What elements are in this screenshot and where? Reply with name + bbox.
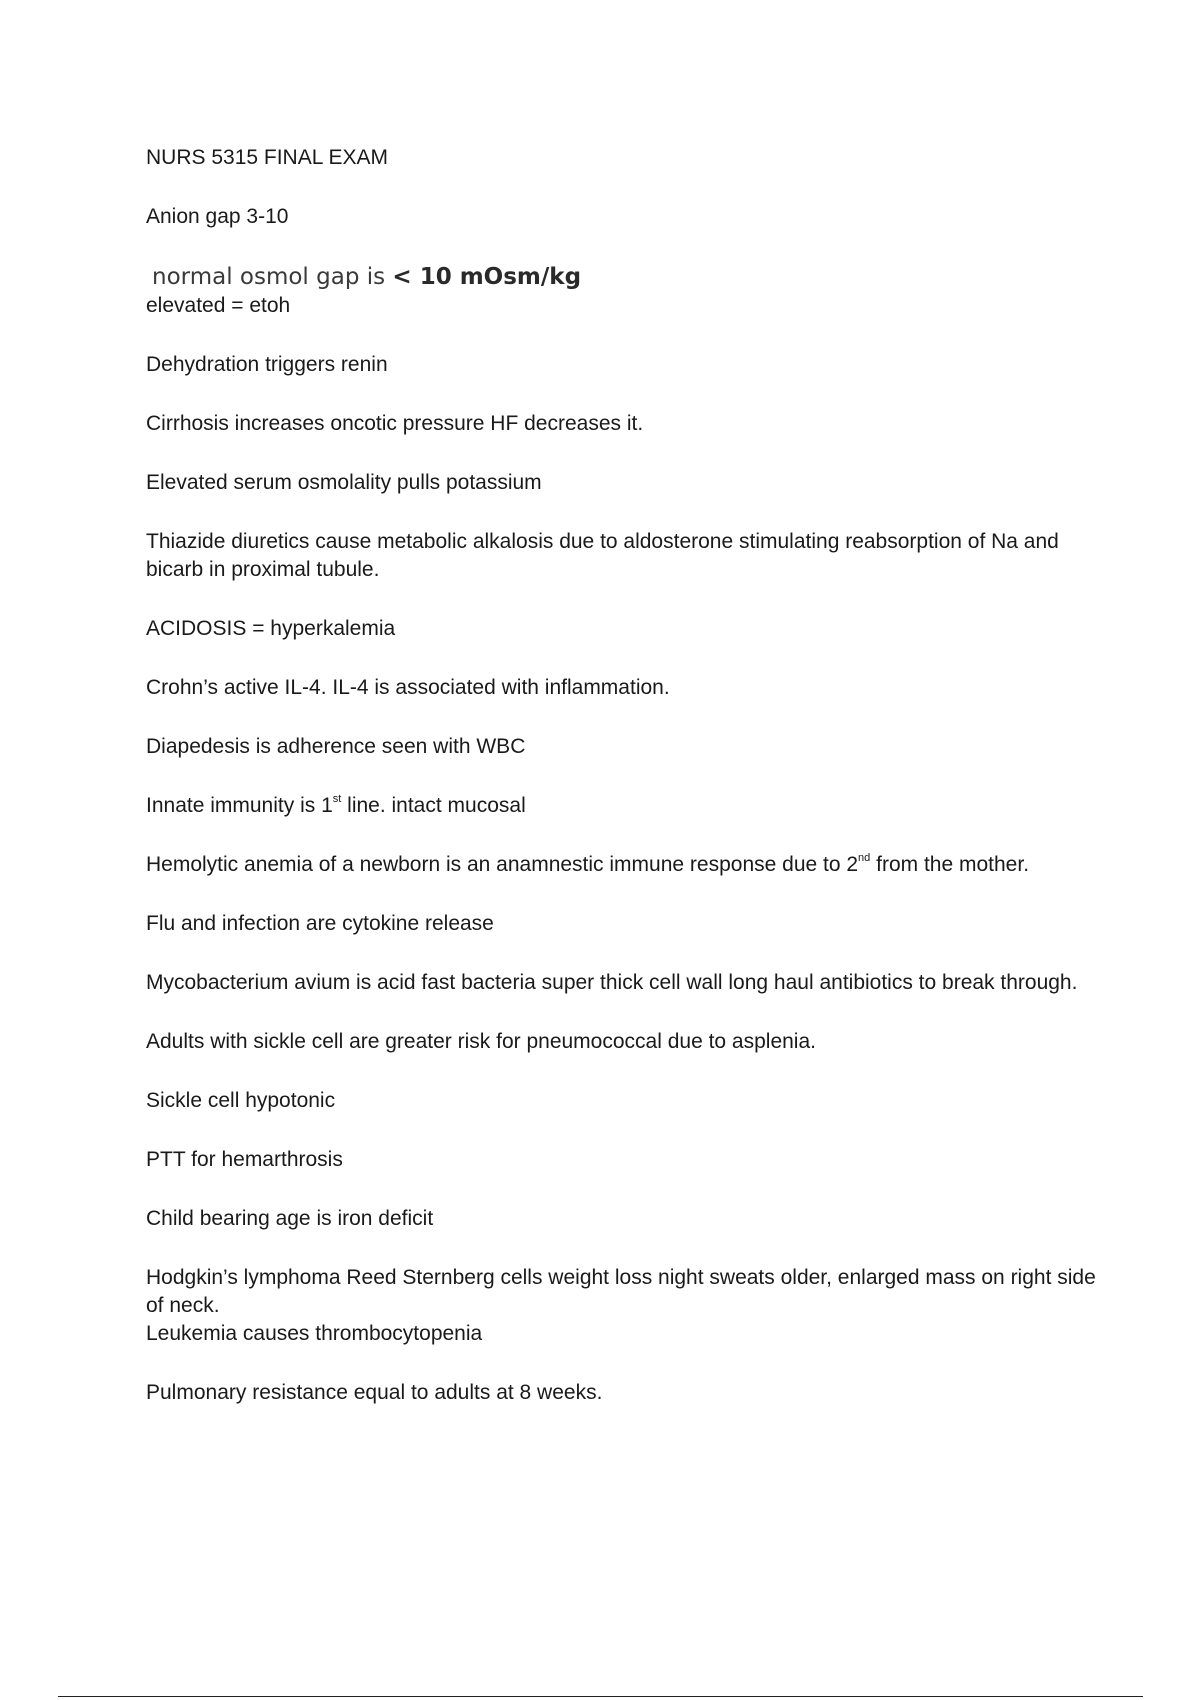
note-child-bearing: Child bearing age is iron deficit: [146, 1207, 434, 1230]
note-anion-gap: Anion gap 3-10: [146, 205, 289, 228]
note-thiazide: Thiazide diuretics cause metabolic alkalosis due to aldosterone stimulating reabsorption of Na and bicarb in proximal tubule.: [146, 530, 1059, 581]
document-page: [146, 144, 1106, 1438]
innate-text-before: Innate immunity is 1: [146, 794, 333, 817]
note-dehydration: Dehydration triggers renin: [146, 353, 388, 376]
osmol-gap-prefix: normal osmol gap is: [152, 264, 393, 290]
note-crohns: Crohn’s active IL-4. IL-4 is associated with inflammation.: [146, 676, 670, 699]
hemolytic-text-after: from the mother.: [870, 853, 1030, 876]
note-hodgkins-block: [146, 1264, 1106, 1348]
note-osmol-gap: [146, 262, 1106, 292]
innate-superscript: st: [332, 793, 342, 805]
innate-text-after: line. intact mucosal: [341, 794, 526, 817]
hemolytic-superscript: nd: [858, 852, 871, 864]
footer-divider: [58, 1696, 1143, 1697]
note-leukemia: Leukemia causes thrombocytopenia: [146, 1322, 483, 1345]
note-flu: Flu and infection are cytokine release: [146, 912, 494, 935]
note-sickle-hypotonic: Sickle cell hypotonic: [146, 1089, 336, 1112]
note-acidosis: ACIDOSIS = hyperkalemia: [146, 617, 396, 640]
note-pulmonary: Pulmonary resistance equal to adults at 8 weeks.: [146, 1381, 603, 1404]
note-sickle-adults: Adults with sickle cell are greater risk for pneumococcal due to asplenia.: [146, 1030, 816, 1053]
note-elevated-etoh: elevated = etoh: [146, 294, 291, 317]
note-cirrhosis: Cirrhosis increases oncotic pressure HF decreases it.: [146, 412, 644, 435]
hemolytic-text-before: Hemolytic anemia of a newborn is an anamnestic immune response due to 2: [146, 853, 859, 876]
note-serum-osmolality: Elevated serum osmolality pulls potassium: [146, 471, 542, 494]
osmol-gap-value: < 10 mOsm/kg: [392, 264, 582, 290]
note-hodgkins: Hodgkin’s lymphoma Reed Sternberg cells weight loss night sweats older, enlarged mass on right side of neck.: [146, 1266, 1096, 1317]
note-ptt: PTT for hemarthrosis: [146, 1148, 343, 1171]
note-osmol-gap-block: [146, 262, 1106, 320]
note-hemolytic-anemia: [146, 851, 1106, 879]
note-mycobacterium: Mycobacterium avium is acid fast bacteria super thick cell wall long haul antibiotics to break through.: [146, 971, 1078, 994]
note-diapedesis: Diapedesis is adherence seen with WBC: [146, 735, 526, 758]
document-title: NURS 5315 FINAL EXAM: [146, 146, 388, 169]
note-innate-immunity: [146, 792, 1106, 820]
